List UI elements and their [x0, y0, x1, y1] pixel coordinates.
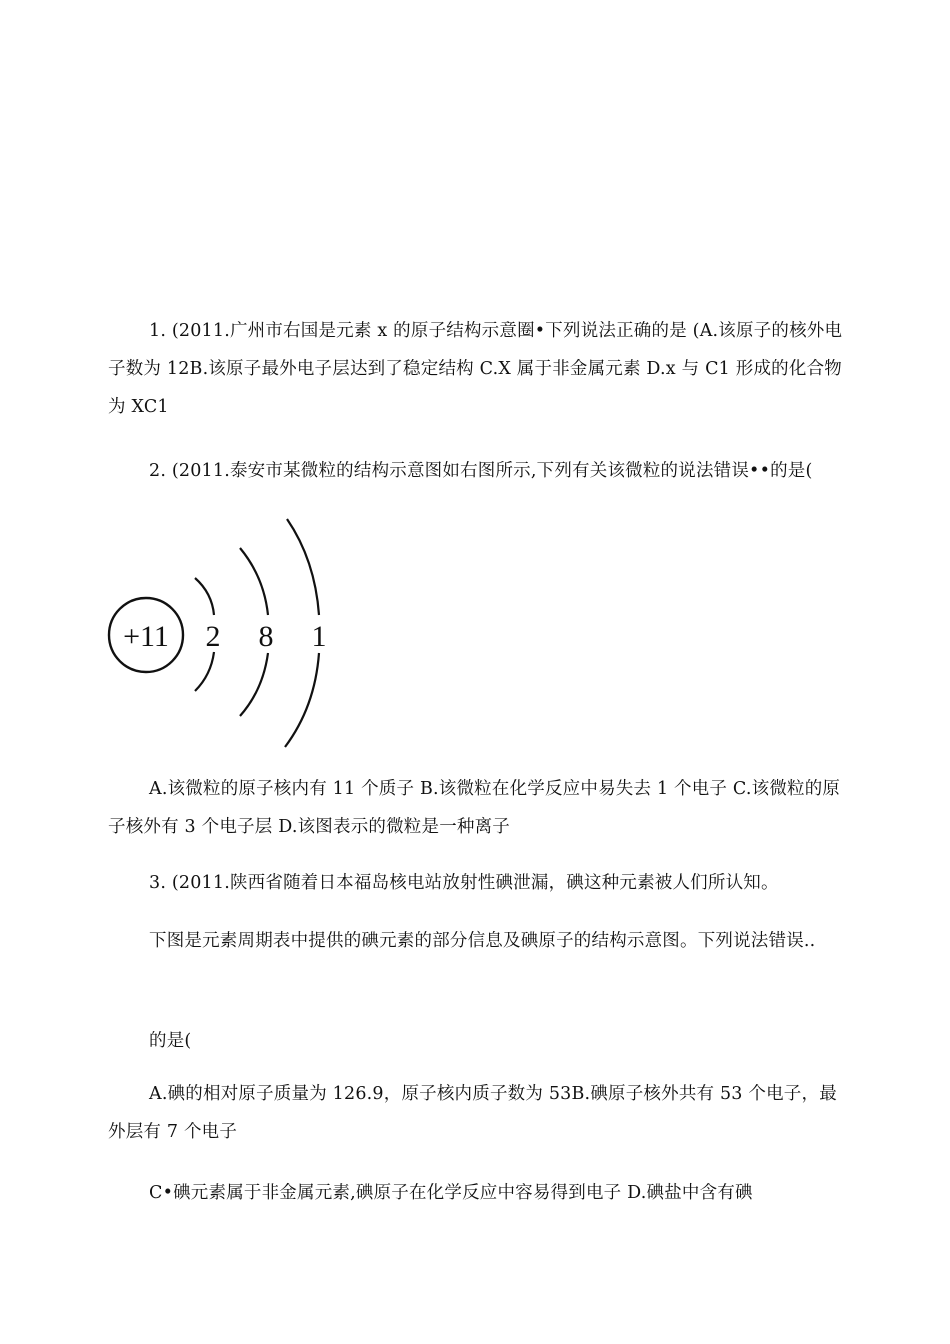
nucleus-label: +11: [123, 620, 169, 653]
shell-arc-3-upper: [287, 519, 319, 615]
atomic-structure-diagram: [100, 515, 340, 751]
shell-2-electrons: 8: [258, 620, 274, 653]
shell-arc-1-upper: [195, 578, 214, 615]
question-3-options-cd: C•碘元素属于非金属元素,碘原子在化学反应中容易得到电子 D.碘盐中含有碘: [149, 1183, 753, 1203]
question-2: 2. (2011.泰安市某微粒的结构示意图如右图所示,下列有关该微粒的说法错误••的是(: [149, 461, 813, 481]
question-3-text: 下图是元素周期表中提供的碘元素的部分信息及碘原子的结构示意图。下列说法错误..: [149, 931, 816, 951]
shell-arc-2-lower: [240, 653, 268, 716]
question-3-options-ab: A.碘的相对原子质量为 126.9，原子核内质子数为 53B.碘原子核外共有 53 个电子，最外层有 7 个电子: [108, 1084, 837, 1142]
question-3-intro: 3. (2011.陕西省随着日本福岛核电站放射性碘泄漏，碘这种元素被人们所认知。: [149, 873, 779, 893]
question-2-options: A.该微粒的原子核内有 11 个质子 B.该微粒在化学反应中易失去 1 个电子 C.该微粒的原子核外有 3 个电子层 D.该图表示的微粒是一种离子: [108, 779, 841, 837]
shell-3-electrons: 1: [311, 620, 327, 653]
shell-arc-2-upper: [240, 548, 268, 615]
shell-arc-1-lower: [195, 652, 214, 691]
shell-arc-3-lower: [285, 653, 319, 747]
question-1: 1. (2011.广州市右国是元素 x 的原子结构示意圈•下列说法正确的是 (A.该原子的核外电子数为 12B.该原子最外电子层达到了稳定结构 C.X 属于非金属元素 D.x 与 C1 形成的化合物为 XC1: [108, 321, 843, 417]
shell-1-electrons: 2: [205, 620, 221, 653]
question-3-tail: 的是(: [149, 1031, 192, 1051]
